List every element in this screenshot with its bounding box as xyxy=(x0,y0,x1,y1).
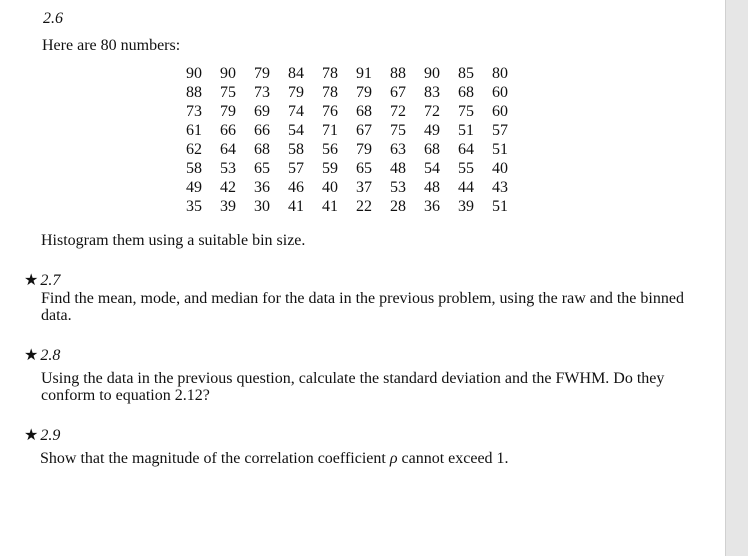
table-row xyxy=(186,159,516,178)
table-row xyxy=(186,64,516,83)
table-row xyxy=(186,102,516,121)
star-icon: ★ xyxy=(24,427,39,444)
page-edge-scrollbar[interactable] xyxy=(725,0,748,556)
table-cell: 36 xyxy=(254,179,270,196)
table-cell: 57 xyxy=(492,122,508,139)
table-cell: 78 xyxy=(322,84,338,101)
problem-instruction: Histogram them using a suitable bin size. xyxy=(41,232,306,249)
problem-number: 2.6 xyxy=(43,10,63,27)
table-cell: 53 xyxy=(220,160,236,177)
table-cell: 66 xyxy=(220,122,236,139)
table-cell: 43 xyxy=(492,179,508,196)
problem-text: Show that the magnitude of the correlation coefficient ρ cannot exceed 1. xyxy=(40,450,509,467)
table-cell: 68 xyxy=(458,84,474,101)
table-cell: 85 xyxy=(458,65,474,82)
star-icon: ★ xyxy=(24,347,39,364)
table-cell: 84 xyxy=(288,65,304,82)
table-cell: 35 xyxy=(186,198,202,215)
table-cell: 58 xyxy=(186,160,202,177)
problem-text: Find the mean, mode, and median for the data in the previous problem, using the raw and the binned data. xyxy=(41,290,684,324)
table-cell: 63 xyxy=(390,141,406,158)
table-cell: 54 xyxy=(424,160,440,177)
table-cell: 79 xyxy=(356,141,372,158)
table-cell: 48 xyxy=(390,160,406,177)
table-cell: 44 xyxy=(458,179,474,196)
table-cell: 51 xyxy=(492,141,508,158)
star-icon: ★ xyxy=(24,272,39,289)
table-cell: 55 xyxy=(458,160,474,177)
numbers-table xyxy=(186,64,516,216)
table-cell: 73 xyxy=(254,84,270,101)
table-cell: 65 xyxy=(254,160,270,177)
table-cell: 75 xyxy=(390,122,406,139)
table-cell: 90 xyxy=(220,65,236,82)
table-row xyxy=(186,178,516,197)
table-cell: 48 xyxy=(424,179,440,196)
table-cell: 64 xyxy=(220,141,236,158)
table-cell: 51 xyxy=(458,122,474,139)
table-cell: 66 xyxy=(254,122,270,139)
table-cell: 30 xyxy=(254,198,270,215)
table-cell: 72 xyxy=(424,103,440,120)
table-cell: 53 xyxy=(390,179,406,196)
table-cell: 60 xyxy=(492,103,508,120)
problem-number: ★ 2.9 xyxy=(24,427,61,444)
table-cell: 59 xyxy=(322,160,338,177)
table-cell: 40 xyxy=(322,179,338,196)
table-cell: 68 xyxy=(254,141,270,158)
table-cell: 68 xyxy=(424,141,440,158)
table-cell: 88 xyxy=(186,84,202,101)
table-cell: 41 xyxy=(288,198,304,215)
problem-number: ★ 2.7 xyxy=(24,272,61,289)
table-row xyxy=(186,140,516,159)
table-cell: 54 xyxy=(288,122,304,139)
table-cell: 39 xyxy=(458,198,474,215)
table-cell: 78 xyxy=(322,65,338,82)
table-cell: 57 xyxy=(288,160,304,177)
table-cell: 75 xyxy=(458,103,474,120)
problem-number: ★ 2.8 xyxy=(24,347,61,364)
table-cell: 36 xyxy=(424,198,440,215)
table-cell: 56 xyxy=(322,141,338,158)
table-cell: 42 xyxy=(220,179,236,196)
table-cell: 73 xyxy=(186,103,202,120)
rho-symbol: ρ xyxy=(389,450,398,467)
table-cell: 37 xyxy=(356,179,372,196)
table-cell: 49 xyxy=(424,122,440,139)
table-cell: 72 xyxy=(390,103,406,120)
table-cell: 68 xyxy=(356,103,372,120)
table-cell: 22 xyxy=(356,198,372,215)
table-cell: 80 xyxy=(492,65,508,82)
table-cell: 83 xyxy=(424,84,440,101)
table-cell: 88 xyxy=(390,65,406,82)
table-cell: 49 xyxy=(186,179,202,196)
table-cell: 61 xyxy=(186,122,202,139)
table-cell: 65 xyxy=(356,160,372,177)
table-cell: 79 xyxy=(220,103,236,120)
table-cell: 91 xyxy=(356,65,372,82)
table-cell: 79 xyxy=(356,84,372,101)
table-cell: 39 xyxy=(220,198,236,215)
table-cell: 40 xyxy=(492,160,508,177)
table-cell: 28 xyxy=(390,198,406,215)
problem-text: Using the data in the previous question, calculate the standard deviation and the FWHM. Do they conform to equation 2.12? xyxy=(41,370,665,404)
table-cell: 64 xyxy=(458,141,474,158)
table-cell: 41 xyxy=(322,198,338,215)
table-cell: 90 xyxy=(424,65,440,82)
table-cell: 58 xyxy=(288,141,304,158)
table-cell: 90 xyxy=(186,65,202,82)
table-cell: 71 xyxy=(322,122,338,139)
table-cell: 79 xyxy=(288,84,304,101)
problem-intro: Here are 80 numbers: xyxy=(42,37,181,54)
table-cell: 51 xyxy=(492,198,508,215)
table-cell: 69 xyxy=(254,103,270,120)
table-cell: 60 xyxy=(492,84,508,101)
table-cell: 67 xyxy=(356,122,372,139)
table-cell: 79 xyxy=(254,65,270,82)
table-cell: 76 xyxy=(322,103,338,120)
table-cell: 74 xyxy=(288,103,304,120)
table-cell: 46 xyxy=(288,179,304,196)
table-row xyxy=(186,83,516,102)
table-cell: 67 xyxy=(390,84,406,101)
table-row xyxy=(186,121,516,140)
table-row xyxy=(186,197,516,216)
table-cell: 62 xyxy=(186,141,202,158)
table-cell: 75 xyxy=(220,84,236,101)
